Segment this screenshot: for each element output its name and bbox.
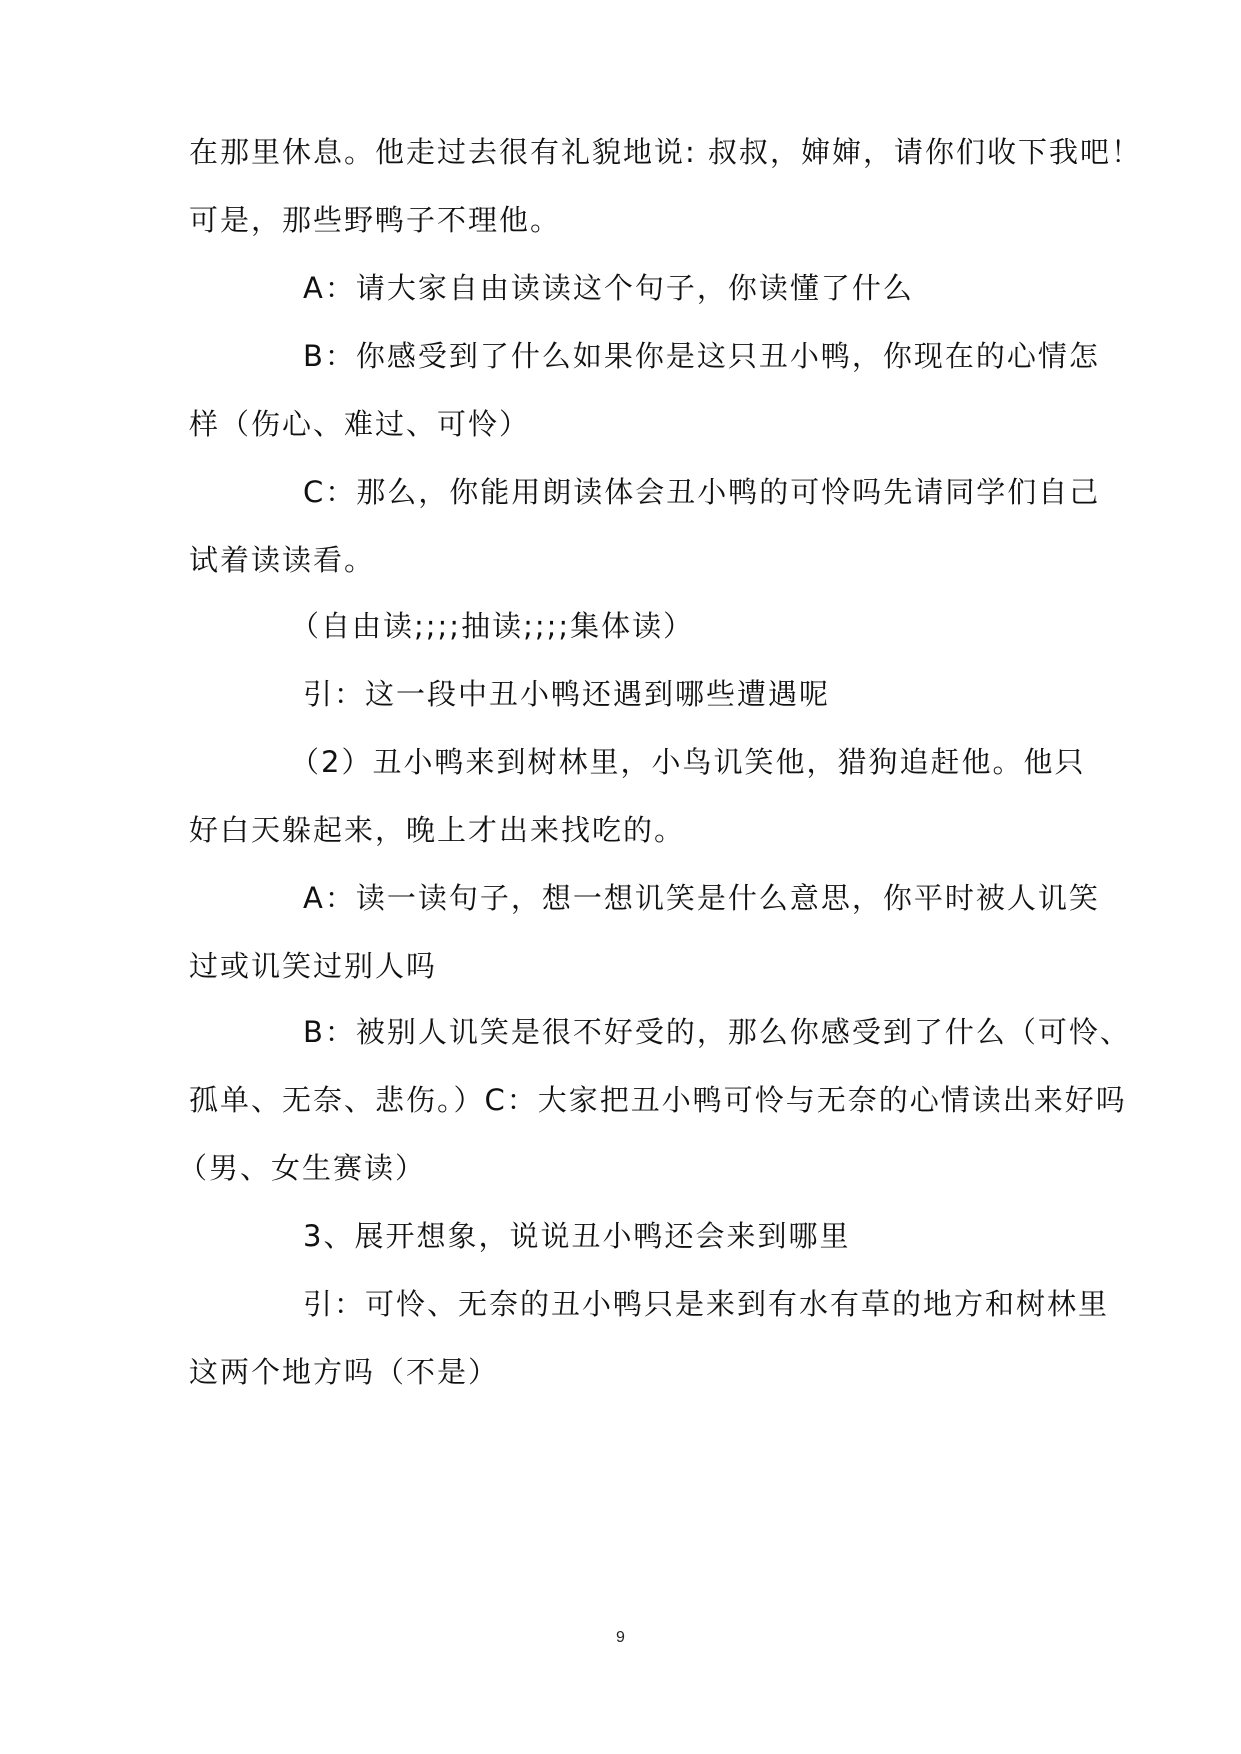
text-line-1: 在那里休息。他走过去很有礼貌地说: 叔叔，婶婶，请你们收下我吧！ [189, 135, 1142, 169]
text-line-16: （男、女生赛读） [178, 1151, 427, 1185]
text-line-11: 好白天躲起来，晚上才出来找吃的。 [189, 813, 686, 847]
text-line-15: 孤单、无奈、悲伤。）C：大家把丑小鸭可怜与无奈的心情读出来好吗 [189, 1083, 1127, 1117]
text-line-14: B：被别人讥笑是很不好受的，那么你感受到了什么（可怜、 [303, 1015, 1131, 1049]
text-line-13: 过或讥笑过别人吗 [189, 949, 438, 983]
text-line-18: 引：可怜、无奈的丑小鸭只是来到有水有草的地方和树林里 [303, 1287, 1110, 1321]
text-line-7: 试着读读看。 [189, 543, 376, 577]
text-line-3: A：请大家自由读读这个句子，你读懂了什么 [303, 271, 914, 305]
page-number: 9 [616, 1629, 625, 1646]
text-line-5: 样（伤心、难过、可怜） [189, 407, 531, 441]
text-line-8: （自由读;;;;抽读;;;;集体读） [290, 609, 695, 643]
text-line-12: A：读一读句子，想一想讥笑是什么意思，你平时被人讥笑 [303, 881, 1100, 915]
text-line-17: 3、展开想象，说说丑小鸭还会来到哪里 [303, 1219, 851, 1253]
text-line-9: 引：这一段中丑小鸭还遇到哪些遭遇呢 [303, 677, 831, 711]
text-line-2: 可是，那些野鸭子不理他。 [189, 203, 562, 237]
text-line-4: B：你感受到了什么如果你是这只丑小鸭，你现在的心情怎 [303, 339, 1100, 373]
text-line-19: 这两个地方吗（不是） [189, 1355, 500, 1389]
text-line-10: （2）丑小鸭来到树林里，小鸟讥笑他，猎狗追赶他。他只 [290, 745, 1086, 779]
text-line-6: C：那么，你能用朗读体会丑小鸭的可怜吗先请同学们自己 [303, 475, 1101, 509]
